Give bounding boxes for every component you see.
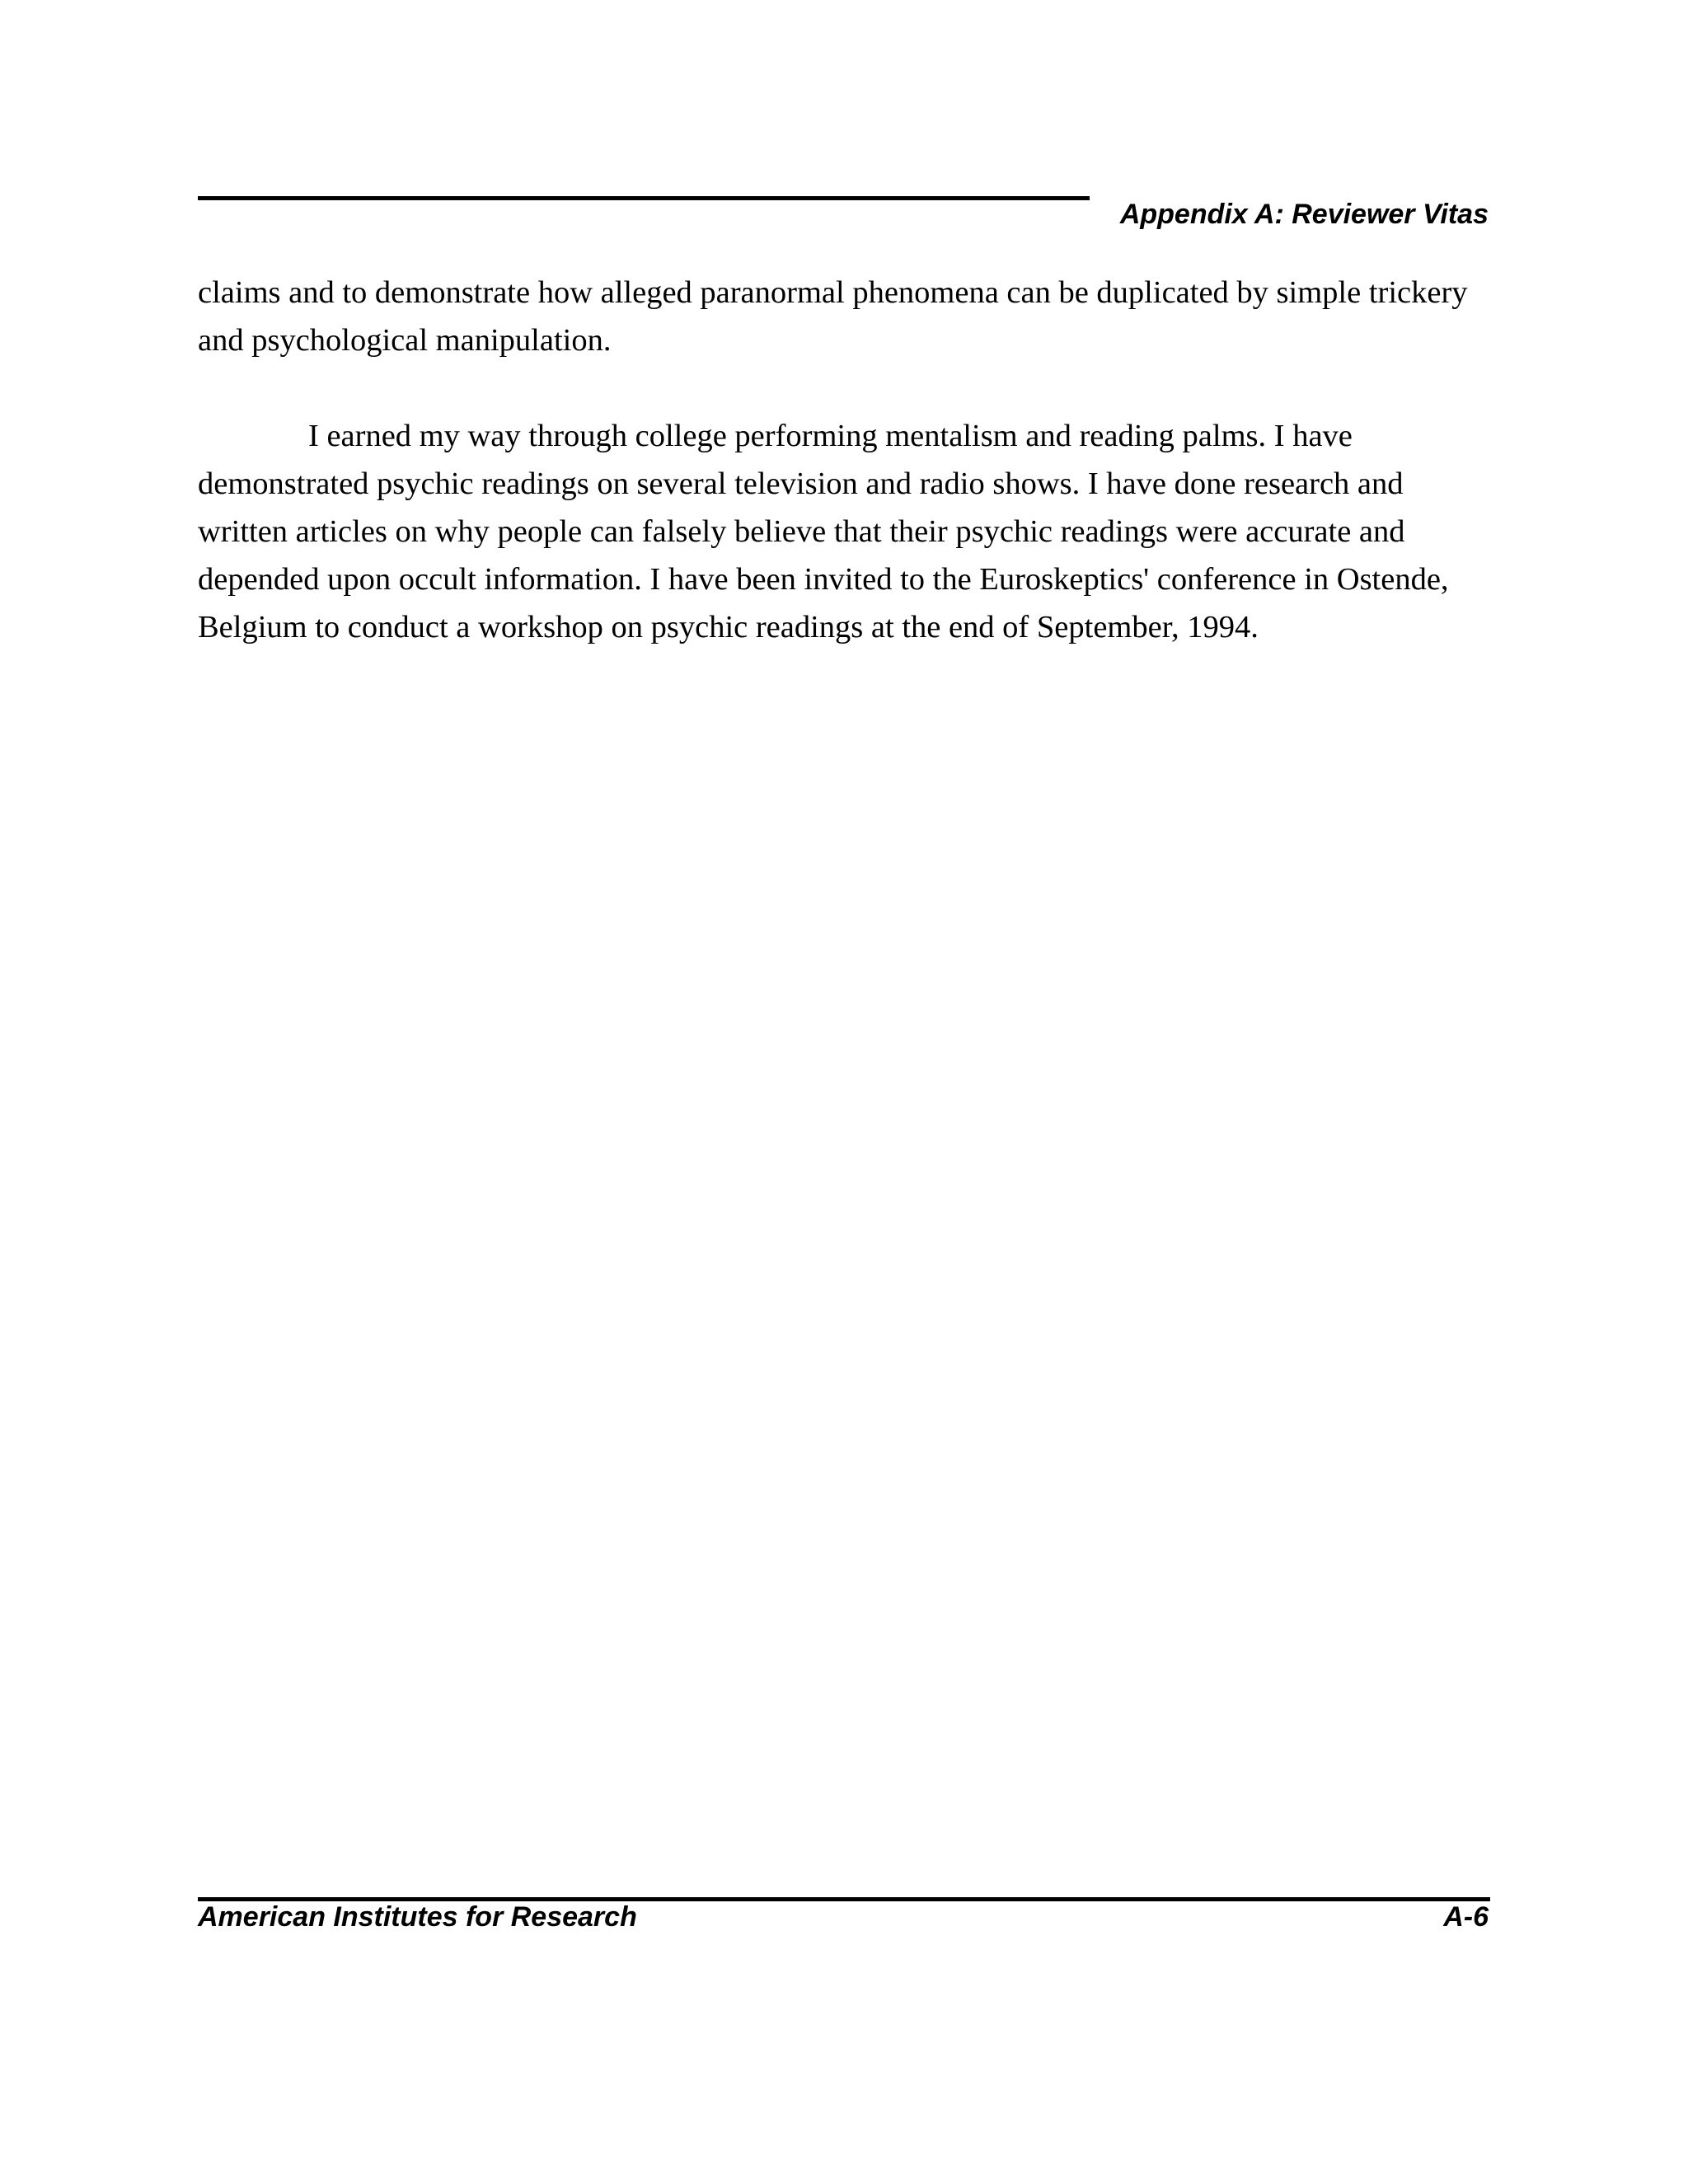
page-number: A-6 [1443, 1901, 1489, 1933]
body-text [198, 269, 1490, 651]
header-rule [198, 196, 1090, 200]
footer-organization: American Institutes for Research [198, 1901, 637, 1933]
paragraph: claims and to demonstrate how alleged paranormal phenomena can be duplicated by simple trickery and psychological manipulation. [198, 275, 1468, 358]
paragraph: I earned my way through college performing mentalism and reading palms. I have demonstrated psychic readings on several television and radio shows. I have done research and written articles on why people can falsely believe that their psychic readings were accurate and depended upon occult information. I have been invited to the Euroskeptics' conference in Ostende, Belgium to conduct a workshop on psychic readings at the end of September, 1994. [198, 419, 1449, 644]
running-header-title: Appendix A: Reviewer Vitas [1119, 199, 1489, 230]
